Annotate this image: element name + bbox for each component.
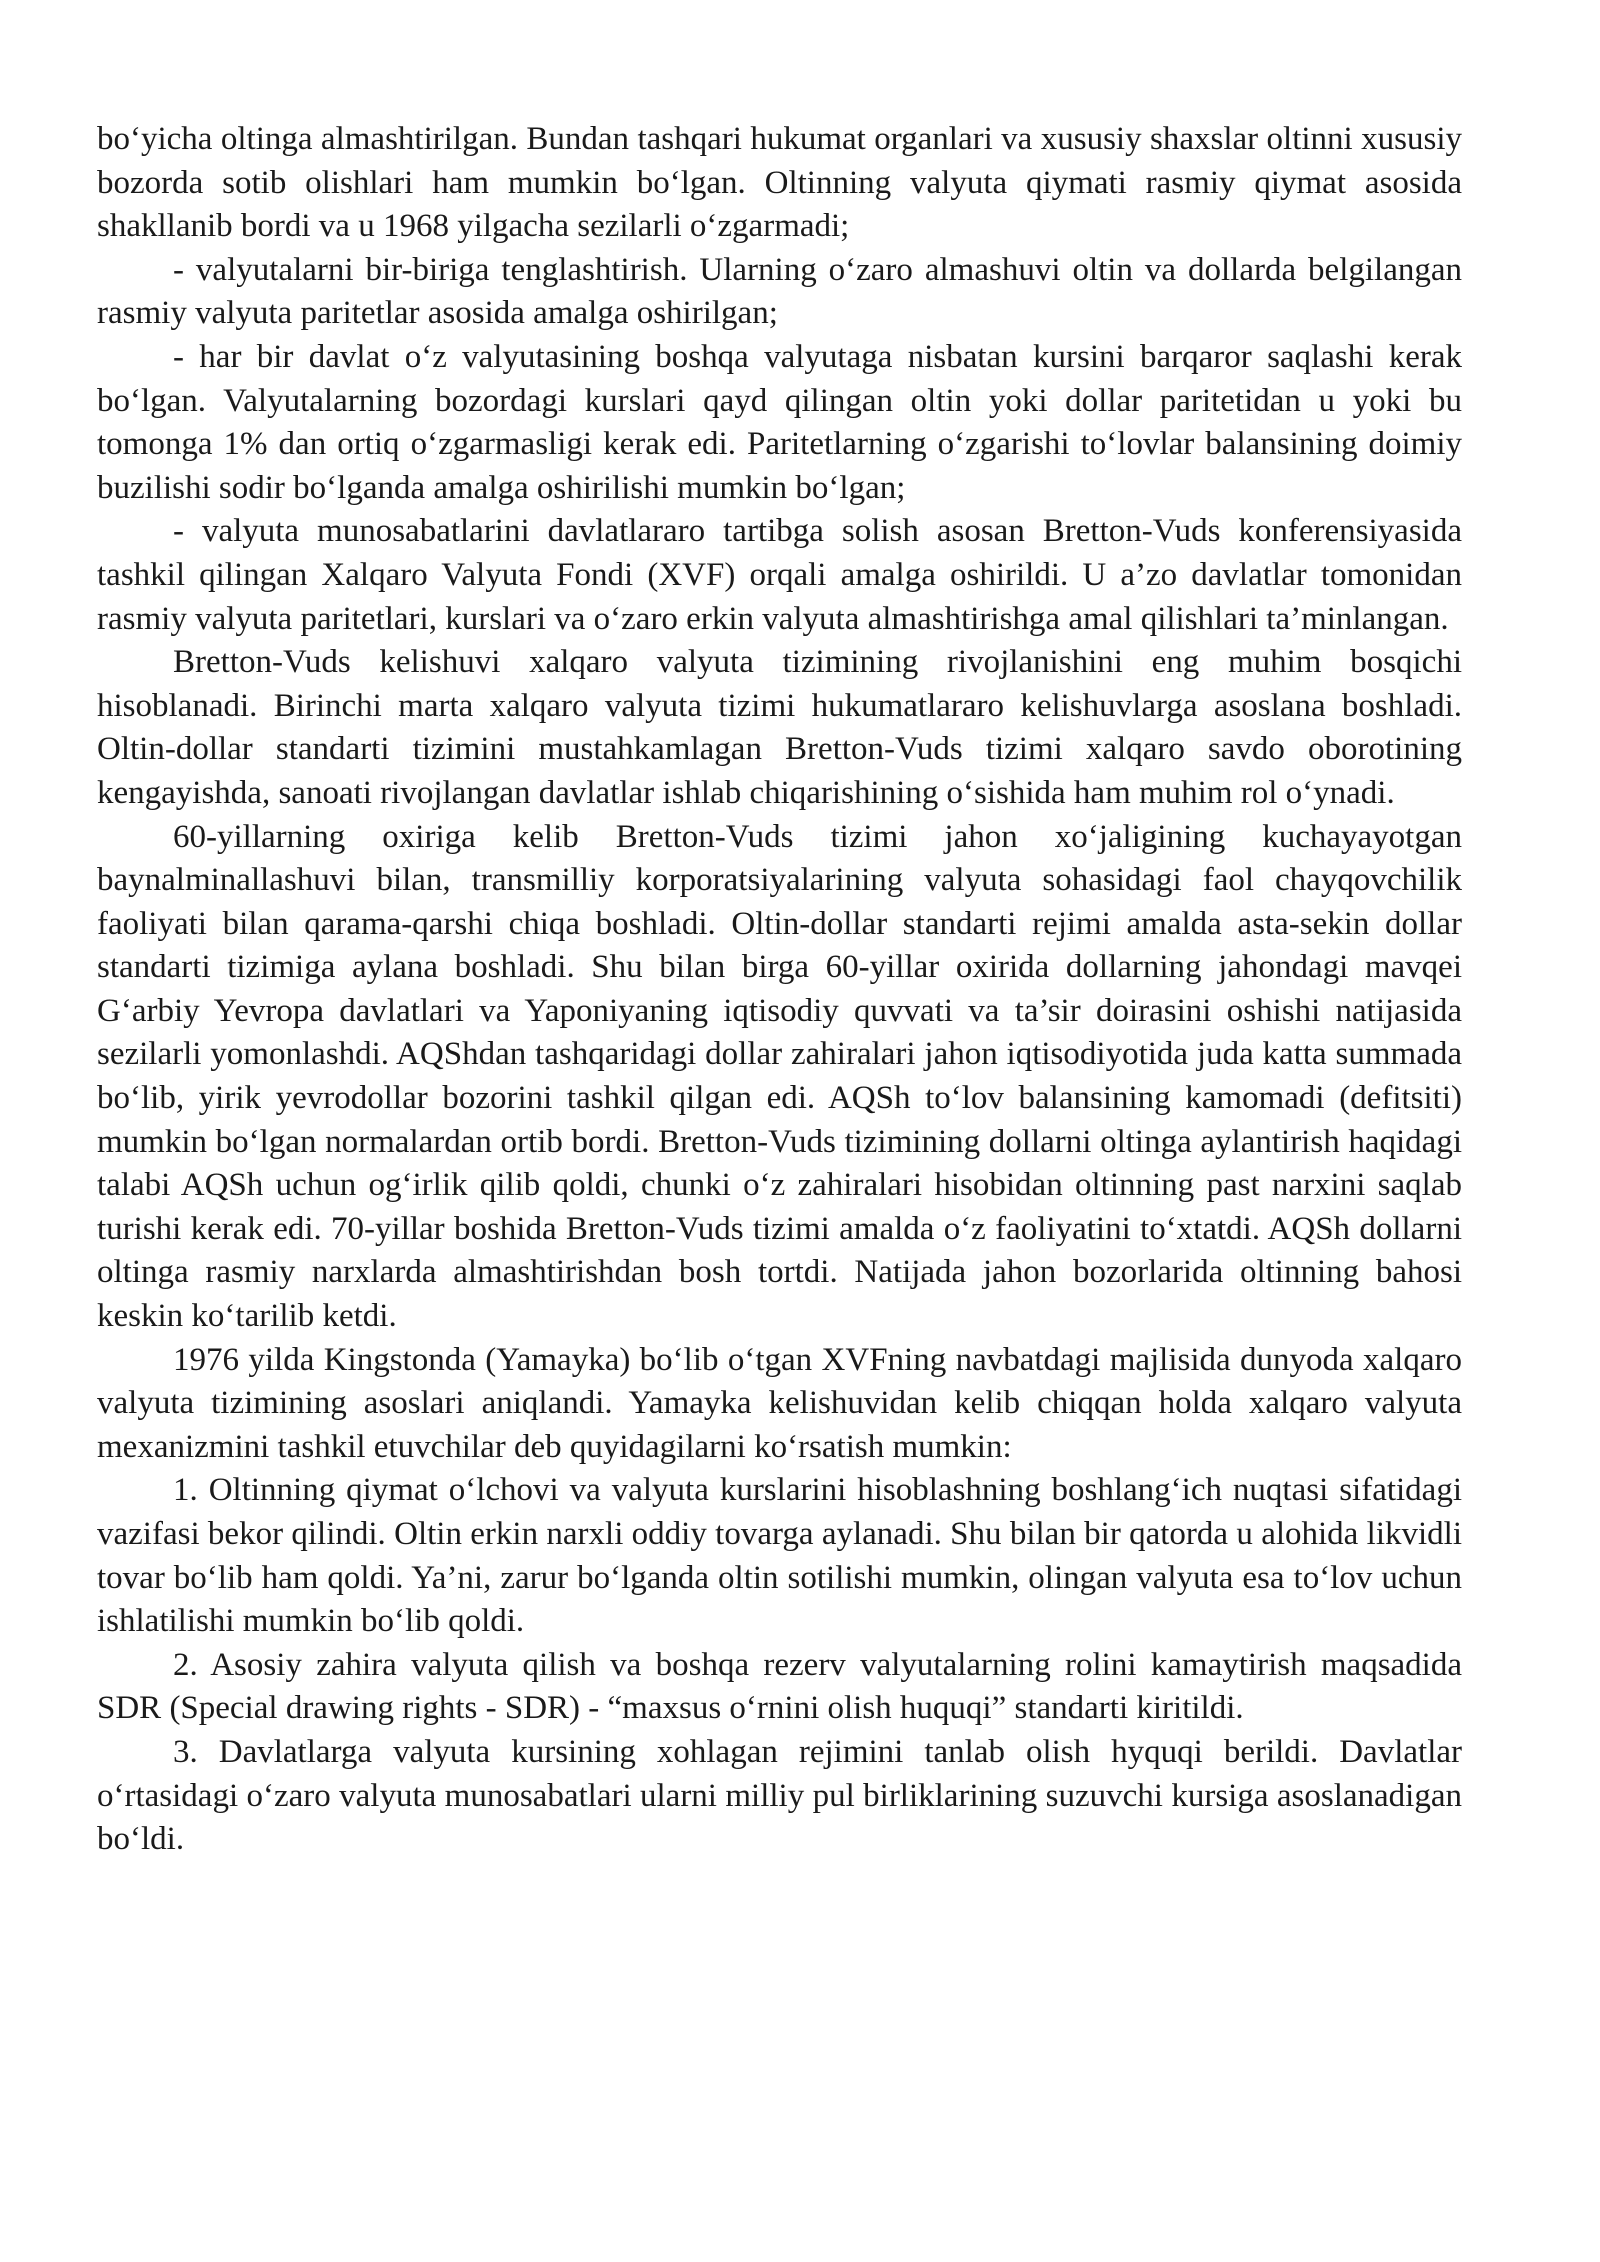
paragraph-9: 2. Asosiy zahira valyuta qilish va boshqa rezerv valyutalarning rolini kamaytirish maqsadida SDR (Special drawing rights - SDR) - “maxsus o‘rnini olish huquqi” standarti kiritildi.: [97, 1646, 1462, 1727]
paragraph-10: 3. Davlatlarga valyuta kursining xohlagan rejimini tanlab olish hyquqi berildi. Davlatlar o‘rtasidagi o‘zaro valyuta munosabatlari ularni milliy pul birliklarining suzuvchi kursiga asoslanadigan bo‘ldi.: [97, 1733, 1462, 1858]
paragraph-8: 1. Oltinning qiymat o‘lchovi va valyuta kurslarini hisoblashning boshlang‘ich nuqtasi sifatidagi vazifasi bekor qilindi. Oltin erkin narxli oddiy tovarga aylanadi. Shu bilan bir qatorda u alohida likvidli tovar bo‘lib ham qoldi. Ya’ni, zarur bo‘lganda oltin sotilishi mumkin, olingan valyuta esa to‘lov uchun ishlatilishi mumkin bo‘lib qoldi.: [97, 1472, 1462, 1640]
paragraph-4: - valyuta munosabatlarini davlatlararo tartibga solish asosan Bretton-Vuds konferensiyasida tashkil qilingan Xalqaro Valyuta Fondi (XVF) orqali amalga oshirildi. U a’zo davlatlar tomonidan rasmiy valyuta paritetlari, kurslari va o‘zaro erkin valyuta almashtirishga amal qilishlari ta’minlangan.: [97, 513, 1462, 637]
paragraph-2: - valyutalarni bir-biriga tenglashtirish. Ularning o‘zaro almashuvi oltin va dollarda belgilangan rasmiy valyuta paritetlar asosida amalga oshirilgan;: [97, 251, 1462, 332]
document-page: [97, 118, 1462, 1862]
paragraph-5: Bretton-Vuds kelishuvi xalqaro valyuta tizimining rivojlanishini eng muhim bosqichi hisoblanadi. Birinchi marta xalqaro valyuta tizimi hukumatlararo kelishuvlarga asoslana boshladi. Oltin-dollar standarti tizimini mustahkamlagan Bretton-Vuds tizimi xalqaro savdo oborotining kengayishda, sanoati rivojlangan davlatlar ishlab chiqarishining o‘sishida ham muhim rol o‘ynadi.: [97, 644, 1462, 811]
paragraph-6: 60-yillarning oxiriga kelib Bretton-Vuds tizimi jahon xo‘jaligining kuchayayotgan baynalminallashuvi bilan, transmilliy korporatsiyalarining valyuta sohasidagi faol chayqovchilik faoliyati bilan qarama-qarshi chiqa boshladi. Oltin-dollar standarti rejimi amalda asta-sekin dollar standarti tizimiga aylana boshladi. Shu bilan birga 60-yillar oxirida dollarning jahondagi mavqei G‘arbiy Yevropa davlatlari va Yaponiyaning iqtisodiy quvvati va ta’sir doirasini oshishi natijasida sezilarli yomonlashdi. AQShdan tashqaridagi dollar zahiralari jahon iqtisodiyotida juda katta summada bo‘lib, yirik yevrodollar bozorini tashkil qilgan edi. AQSh to‘lov balansining kamomadi (defitsiti) mumkin bo‘lgan normalardan ortib bordi. Bretton-Vuds tizimining dollarni oltinga aylantirish haqidagi talabi AQSh uchun og‘irlik qilib qoldi, chunki o‘z zahiralari hisobidan oltinning past narxini saqlab turishi kerak edi. 70-yillar boshida Bretton-Vuds tizimi amalda o‘z faoliyatini to‘xtatdi. AQSh dollarni oltinga rasmiy narxlarda almashtirishdan bosh tortdi. Natijada jahon bozorlarida oltinning bahosi keskin ko‘tarilib ketdi.: [97, 818, 1462, 1335]
paragraph-1: bo‘yicha oltinga almashtirilgan. Bundan tashqari hukumat organlari va xususiy shaxslar oltinni xususiy bozorda sotib olishlari ham mumkin bo‘lgan. Oltinning valyuta qiymati rasmiy qiymat asosida shakllanib bordi va u 1968 yilgacha sezilarli o‘zgarmadi;: [97, 121, 1462, 245]
paragraph-3: - har bir davlat o‘z valyutasining boshqa valyutaga nisbatan kursini barqaror saqlashi kerak bo‘lgan. Valyutalarning bozordagi kurslari qayd qilingan oltin yoki dollar paritetidan u yoki bu tomonga 1% dan ortiq o‘zgarmasligi kerak edi. Paritetlarning o‘zgarishi to‘lovlar balansining doimiy buzilishi sodir bo‘lganda amalga oshirilishi mumkin bo‘lgan;: [97, 338, 1462, 506]
paragraph-7: 1976 yilda Kingstonda (Yamayka) bo‘lib o‘tgan XVFning navbatdagi majlisida dunyoda xalqaro valyuta tizimining asoslari aniqlandi. Yamayka kelishuvidan kelib chiqqan holda xalqaro valyuta mexanizmini tashkil etuvchilar deb quyidagilarni ko‘rsatish mumkin:: [97, 1341, 1462, 1465]
